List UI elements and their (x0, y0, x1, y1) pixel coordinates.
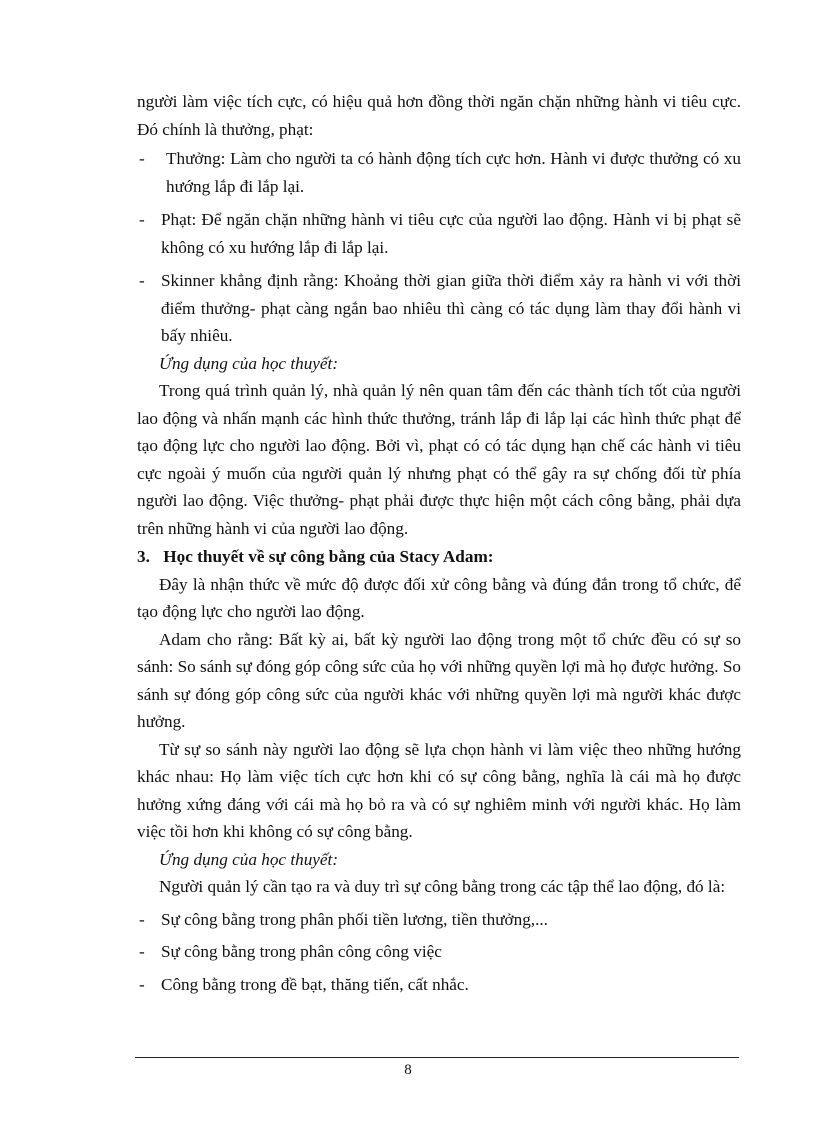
bullet-text: Phạt: Để ngăn chặn những hành vi tiêu cực của người lao động. Hành vi bị phạt sẽ không có xu hướng lắp đi lắp lại. (161, 210, 741, 257)
bullet-assignment (137, 938, 741, 966)
application-subtitle-2: Ứng dụng của học thuyết: (159, 849, 339, 869)
section-heading (137, 543, 741, 571)
bullet-dash: - (139, 149, 145, 168)
application-subtitle-1: Ứng dụng của học thuyết: (159, 353, 339, 373)
application-paragraph-2: Người quản lý cần tạo ra và duy trì sự công bằng trong các tập thể lao động, đó là: (159, 877, 726, 896)
bullet-dash: - (139, 909, 145, 929)
bullet-text: Sự công bằng trong phân công công việc (161, 942, 442, 961)
bullet-dash: - (139, 271, 145, 290)
equity-paragraph-3: Từ sự so sánh này người lao động sẽ lựa chọn hành vi làm việc theo những hướng khác nhau: Họ làm việc tích cực hơn khi có sự công bằng, nghĩa là cái mà họ được hưởng xứng đáng với cái mà họ bỏ ra và có sự nghiêm minh với người khác. Họ làm việc tồi hơn khi không có sự công bằng. (137, 739, 741, 841)
bullet-text: Công bằng trong đề bạt, thăng tiến, cất nhắc. (161, 974, 469, 994)
bullet-reward (137, 145, 741, 200)
section-number: 3. (137, 547, 150, 566)
equity-paragraph-2: Adam cho rằng: Bất kỳ ai, bất kỳ người lao động trong một tổ chức đều có sự so sánh: So sánh sự đóng góp công sức của họ với những quyền lợi mà họ được hưởng. So sánh sự đóng góp công sức của người khác với những quyền lợi mà người khác được hưởng. (137, 629, 741, 731)
bullet-dash: - (139, 942, 145, 961)
bullet-promotion (137, 971, 741, 999)
section-title: Học thuyết về sự công bằng của Stacy Adam: (163, 547, 494, 566)
intro-paragraph: người làm việc tích cực, có hiệu quả hơn đồng thời ngăn chặn những hành vi tiêu cực. Đó chính là thưởng, phạt: (137, 92, 741, 139)
bullet-text: Thưởng: Làm cho người ta có hành động tích cực hơn. Hành vi được thưởng có xu hướng lắp đi lắp lại. (166, 149, 741, 196)
bullet-text: Sự công bằng trong phân phối tiền lương, tiền thưởng,... (161, 909, 548, 929)
document-body (137, 88, 741, 998)
bullet-dash: - (139, 974, 145, 994)
bullet-salary (137, 906, 741, 934)
bullet-text: Skinner khẳng định rằng: Khoảng thời gian giữa thời điểm xảy ra hành vi với thời điểm thưởng- phạt càng ngắn bao nhiêu thì càng có tác dụng làm thay đổi hành vi bấy nhiêu. (161, 271, 741, 345)
application-paragraph-1: Trong quá trình quản lý, nhà quản lý nên quan tâm đến các thành tích tốt của người lao động và nhấn mạnh các hình thức thưởng, tránh lắp đi lắp lại các hình thức phạt để tạo động lực cho người lao động. Bởi vì, phạt có có tác dụng hạn chế các hành vi tiêu cực ngoài ý muốn của người quản lý nhưng phạt có thể gây ra sự chống đối từ phía người lao động. Việc thưởng- phạt phải được thực hiện một cách công bằng, phải dựa trên những hành vi của người lao động. (137, 381, 741, 538)
footer-divider (135, 1057, 739, 1058)
bullet-skinner (137, 267, 741, 350)
bullet-punish (137, 206, 741, 261)
page-number: 8 (404, 1062, 412, 1078)
equity-paragraph-1: Đây là nhận thức về mức độ được đối xử công bằng và đúng đắn trong tổ chức, để tạo động lực cho người lao động. (137, 574, 741, 621)
bullet-dash: - (139, 210, 145, 229)
